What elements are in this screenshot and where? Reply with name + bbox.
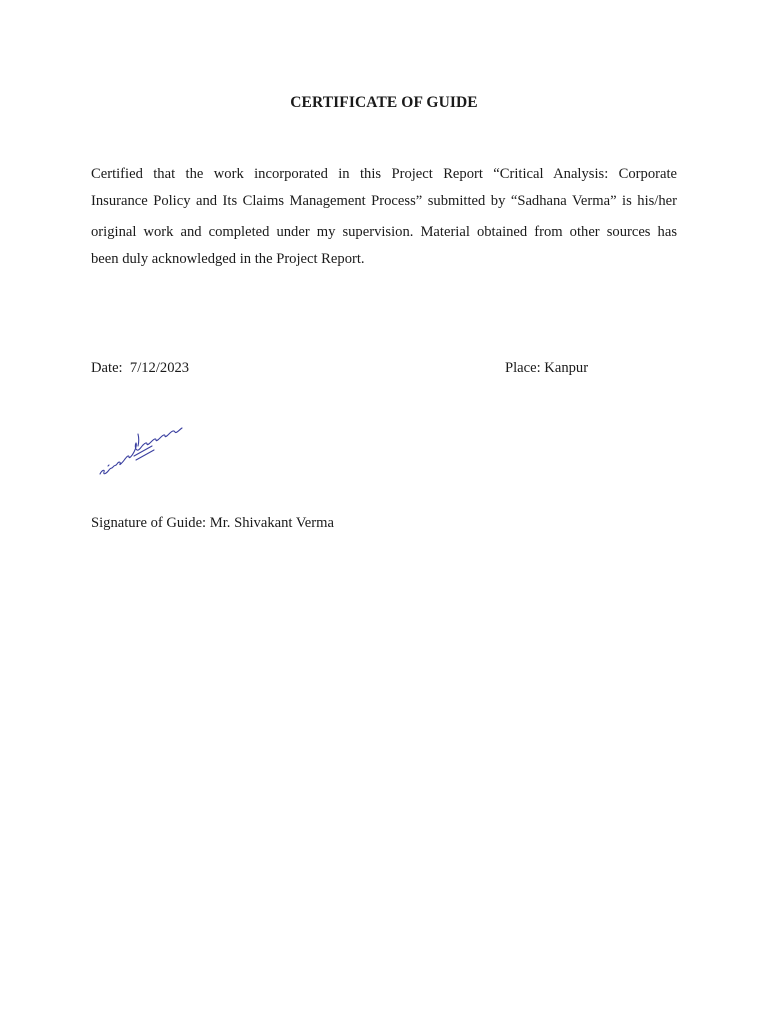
paragraph-line: original work and completed under my supervision. Material obtained from other sources has — [91, 224, 677, 240]
signature-stroke — [108, 465, 109, 466]
paragraph-line: Certified that the work incorporated in this Project Report “Critical Analysis: Corporate — [91, 166, 677, 182]
place-field: Place: Kanpur — [505, 360, 589, 376]
certificate-paragraph — [91, 164, 677, 270]
signature-stroke — [100, 459, 125, 474]
guide-signature-label: Signature of Guide: Mr. Shivakant Verma — [91, 515, 334, 531]
date-field: Date: 7/12/2023 — [91, 360, 190, 376]
signature-stroke — [134, 446, 152, 456]
signature-stroke — [125, 443, 143, 459]
signature-stroke — [138, 434, 139, 446]
signature-stroke — [143, 428, 182, 445]
signature-stroke — [136, 450, 154, 460]
handwritten-signature — [96, 412, 192, 482]
paragraph-line: been duly acknowledged in the Project Report. — [91, 251, 365, 267]
certificate-title: CERTIFICATE OF GUIDE — [290, 94, 478, 111]
paragraph-line: Insurance Policy and Its Claims Management Process” submitted by “Sadhana Verma” is his/her — [91, 193, 677, 209]
